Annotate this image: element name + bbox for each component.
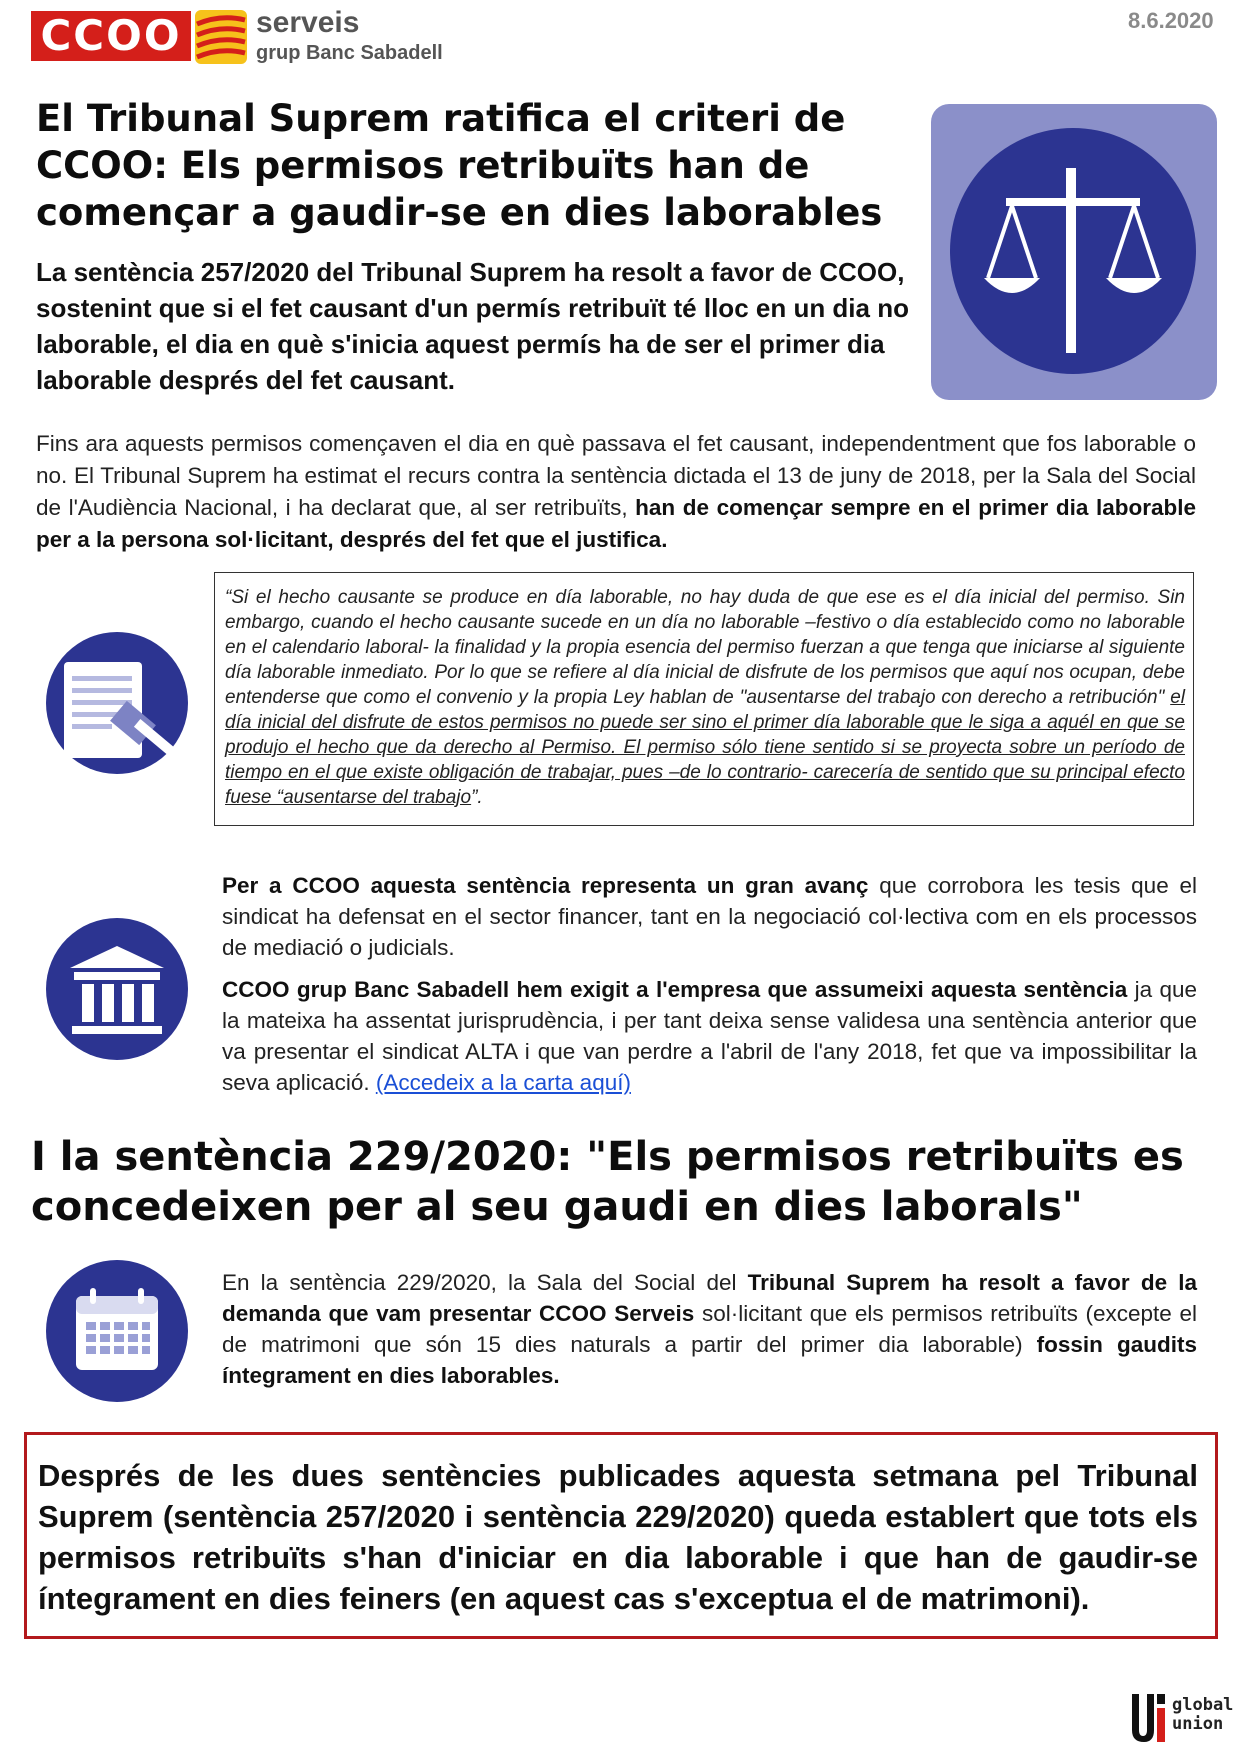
advance-bold-text: Per a CCOO aquesta sentència representa un gran avanç	[222, 873, 869, 898]
quote-underlined: el día inicial del disfrute de estos permisos no puede ser sino el primer día laborable que le siga a aquél en que se produjo el hecho que da derecho al Permiso. El permiso sólo tiene sentido si se proyecta sobre un período de tiempo en el que existe obligación de trabajar, pues –de lo contrario- carecería de sentido que su principal efecto fuese “ausentarse del trabajo	[225, 687, 1185, 808]
uni-global-union-text	[1172, 1696, 1233, 1734]
conclusion-box	[24, 1432, 1218, 1639]
brand-serveis: serveis	[256, 6, 360, 39]
brand-grup-banc-sabadell: grup Banc Sabadell	[256, 42, 443, 64]
conclusion-text: Després de les dues sentències publicades aquesta setmana pel Tribunal Suprem (sentència 257/2020 i sentència 229/2020) queda establert que tots els permisos retribuïts s'han d'iniciar en dia laborable i que han de gaudir-se íntegrament en dies feiners (en aquest cas s'exceptua el de matrimoni).	[38, 1458, 1198, 1616]
s229-text-2: sol·licitant que els permisos retribuïts (excepte el de matrimoni que són 15 dies naturals a partir del primer dia laborable)	[222, 1301, 1197, 1357]
intro-paragraph	[36, 428, 1196, 556]
calendar-icon	[46, 1260, 188, 1402]
ccoo-logo	[31, 11, 191, 61]
section-heading: I la sentència 229/2020: "Els permisos retribuïts es concedeixen per al seu gaudi en dies laborals"	[31, 1134, 1184, 1230]
quote-text	[225, 585, 1185, 810]
document-gavel-icon	[46, 632, 188, 774]
ccoo-logo-text: CCOO	[40, 11, 182, 60]
intro-text: Fins ara aquests permisos començaven el dia en què passava el fet causant, independentment que fos laborable o no. El Tribunal Suprem ha estimat el recurs contra la sentència dictada el 13 de juny de 2018, per la Sala del Social de l'Audiència Nacional, i ha declarat que, al ser retribuïts,	[36, 431, 1196, 520]
uni-global-union-logo	[1128, 1690, 1170, 1746]
uni-line-union: union	[1172, 1714, 1224, 1734]
demand-paragraph	[222, 974, 1197, 1098]
letter-link[interactable]: (Accedeix a la carta aquí)	[375, 1070, 631, 1095]
s229-bold-2: fossin gaudits íntegrament en dies laborables.	[222, 1332, 1197, 1388]
demand-text: ja que la mateixa ha assentat jurisprudència, i per tant deixa sense validesa una sentència anterior que va presentar el sindicat ALTA i que van perdre a l'abril de l'any 2018, fet que va impossibilitar la seva aplicació.	[222, 977, 1197, 1095]
catalan-flag-icon	[195, 10, 247, 64]
advance-paragraph	[222, 870, 1197, 963]
quote-end: ”.	[471, 787, 483, 808]
bank-building-icon	[46, 918, 188, 1060]
uni-line-global: global	[1172, 1695, 1234, 1715]
page-title: El Tribunal Suprem ratifica el criteri de CCOO: Els permisos retribuïts han de començar a gaudir-se en dies laborables	[36, 97, 883, 234]
s229-text-1: En la sentència 229/2020, la Sala del Social del	[222, 1270, 748, 1295]
sentence-229-paragraph	[222, 1267, 1197, 1391]
quote-intro: “Si el hecho causante se produce en día laborable, no hay duda de que ese es el día inicial del permiso. Sin embargo, cuando el hecho causante sucede en un día no laborable –festivo o día establecido como no laborable en el calendario laboral- la finalidad y la propia esencia del permiso fuerzan a que tenga que iniciarse al siguiente día laborable inmediato. Por lo que se refiere al día inicial de disfrute de los permisos que aquí nos ocupan, debe entenderse que como el convenio y la propia Ley hablan de "ausentarse del trabajo con derecho a retribución"	[225, 587, 1185, 708]
scale-icon	[950, 128, 1196, 374]
lead-paragraph: La sentència 257/2020 del Tribunal Suprem ha resolt a favor de CCOO, sostenint que si el fet causant d'un permís retribuït té lloc en un dia no laborable, el dia en què s'inicia aquest permís ha de ser el primer dia laborable després del fet causant.	[36, 257, 909, 395]
advance-text: que corrobora les tesis que el sindicat ha defensat en el sector financer, tant en la negociació col·lectiva com en els processos de mediació o judicials.	[222, 873, 1197, 960]
s229-bold-1: Tribunal Suprem ha resolt a favor de la demanda que vam presentar CCOO Serveis	[222, 1270, 1197, 1326]
demand-bold-text: CCOO grup Banc Sabadell hem exigit a l'empresa que assumeixi aquesta sentència	[222, 977, 1128, 1002]
intro-bold-text: han de començar sempre en el primer dia laborable per a la persona sol·licitant, després del fet que el justifica.	[36, 495, 1196, 552]
quote-box	[214, 572, 1194, 826]
document-date: 8.6.2020	[1128, 8, 1214, 33]
